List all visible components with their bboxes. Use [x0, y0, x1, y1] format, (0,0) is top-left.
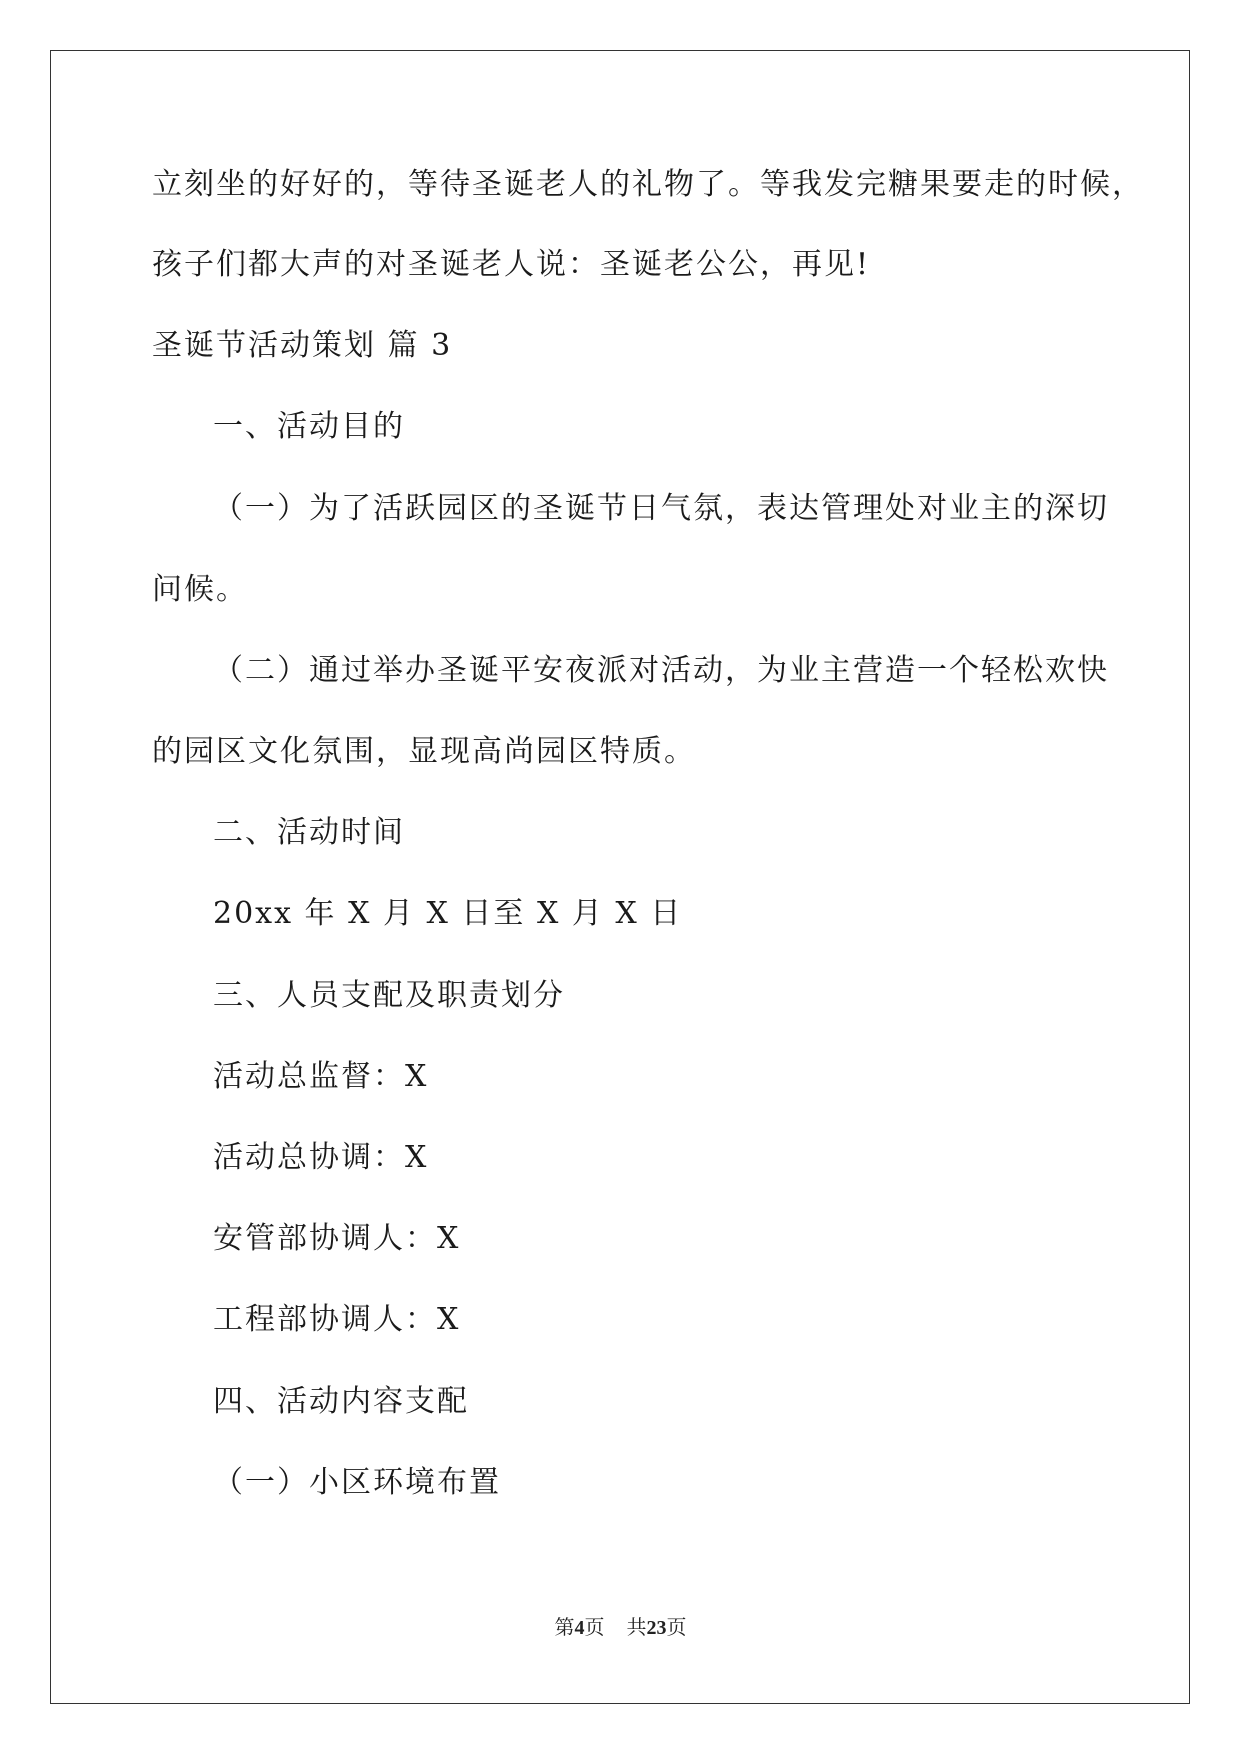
section-title: 圣诞节活动策划 篇 3	[152, 328, 453, 363]
page-prefix: 第	[554, 1617, 575, 1639]
page-number: 4	[574, 1617, 585, 1639]
total-prefix: 共	[626, 1617, 647, 1639]
paragraph-line: 的园区文化氛围，显现高尚园区特质。	[152, 734, 696, 769]
total-pages: 23	[646, 1617, 667, 1639]
subheading-environment: （一）小区环境布置	[213, 1465, 501, 1500]
heading-purpose: 一、活动目的	[213, 409, 405, 444]
paragraph-line: （一）为了活跃园区的圣诞节日气氛，表达管理处对业主的深切	[213, 491, 1109, 526]
heading-time: 二、活动时间	[213, 815, 405, 850]
paragraph-line: 问候。	[152, 572, 248, 607]
staff-line: 活动总监督：X	[213, 1059, 429, 1094]
total-suffix: 页	[666, 1617, 687, 1639]
paragraph-line: 立刻坐的好好的，等待圣诞老人的礼物了。等我发完糖果要走的时候，	[152, 167, 1144, 202]
heading-content: 四、活动内容支配	[213, 1384, 469, 1419]
page-footer	[0, 1616, 1241, 1640]
page-suffix: 页	[584, 1617, 605, 1639]
page-border	[50, 50, 1190, 1704]
paragraph-line: （二）通过举办圣诞平安夜派对活动，为业主营造一个轻松欢快	[213, 653, 1109, 688]
staff-line: 活动总协调：X	[213, 1140, 429, 1175]
staff-line: 安管部协调人：X	[213, 1221, 461, 1256]
activity-date: 20xx 年 X 月 X 日至 X 月 X 日	[213, 896, 683, 931]
heading-staff: 三、人员支配及职责划分	[213, 978, 565, 1013]
staff-line: 工程部协调人：X	[213, 1302, 461, 1337]
paragraph-line: 孩子们都大声的对圣诞老人说：圣诞老公公，再见!	[152, 247, 871, 282]
